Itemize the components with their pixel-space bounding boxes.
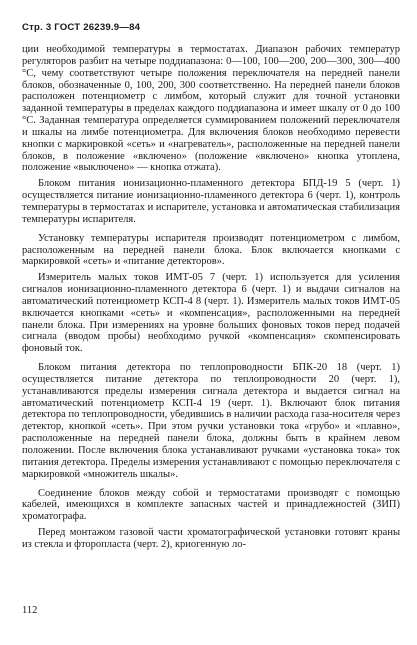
paragraph-6: Соединение блоков между собой и термостатами производят с помощью кабелей, имеющихся в комплекте запасных частей и принадлежностей (ЗИП) хроматографа. xyxy=(22,487,400,523)
paragraph-4: Измеритель малых токов ИМТ-05 7 (черт. 1) используется для усиления сигналов ионизационно-пламенного детектора 6 (черт. 1) и выдачи сигналов на автоматический потенциометр КСП-4 8 (черт. 1). Измеритель малых токов ИМТ-05 включается кнопками «сеть» и «компенсация», расположенными на передней панели блока. При измерениях на уровне больших фоновых токов перед подачей сигнала (вводом пробы) необходимо ручкой «компенсация» скомпенсировать фоновый ток. xyxy=(22,272,400,355)
page-number: 112 xyxy=(22,605,38,616)
paragraph-5: Блоком питания детектора по теплопроводности БПК-20 18 (черт. 1) осуществляется питание детектора по теплопроводности 20 (черт. 1), устанавливаются пределы измерения сигнала детектора и выдается сигнал на автоматический потенциометр КСП-4 19 (черт. 1). Включают блок питания детектора по теплопроводности, убедившись в наличии расхода газа-носителя через детектор, кнопкой «сеть». При этом ручки установки тока «грубо» и «плавно», расположенные на передней панели блока, должны быть в крайнем левом положении. После включения блока устанавливают ручками «установка тока» ток питания детектора. Пределы измерения устанавливают с помощью переключателя с маркировкой «множитель шкалы». xyxy=(22,362,400,480)
body-text xyxy=(22,44,400,551)
paragraph-3: Установку температуры испарителя производят потенциометром с лимбом, расположенным на передней панели блока. Блок включается кнопками с маркировкой «сеть» и «питание детекторов». xyxy=(22,232,400,268)
paragraph-1: ции необходимой температуры в термостатах. Диапазон рабочих температур регуляторов разбит на четыре поддиапазона: 0—100, 100—200, 200—300, 300—400 °С, чему соответствуют четыре положения переключателя на передней панели блоков, обозначенные 0, 100, 200, 300 соответственно. На передней панели блоков расположен потенциометр с лимбом, который служит для точной установки заданной температуры в пределах каждого поддиапазона и имеет шкалу от 0 до 100 °С. Заданная температура определяется суммированием положений переключателя и шкалы на лимбе потенциометра. Для включения блоков необходимо перевести кнопки с маркировкой «сеть» и «нагреватель», расположенные на передней панели блоков, в положение «включено» (положение «включено» кнопка утоплена, положение «выключено» — кнопка отжата). xyxy=(22,44,400,174)
paragraph-7: Перед монтажом газовой части хроматографической установки готовят краны из стекла и фторопласта (черт. 2), криогенную ло- xyxy=(22,527,400,550)
page-header: Стр. 3 ГОСТ 26239.9—84 xyxy=(22,22,141,33)
paragraph-2: Блоком питания ионизационно-пламенного детектора БПД-19 5 (черт. 1) осуществляется питание ионизационно-пламенного детектора 6 (черт. 1), контроль температуры в термостатах и испарителе, установка и автоматическая стабилизация температуры испарителя. xyxy=(22,178,400,225)
